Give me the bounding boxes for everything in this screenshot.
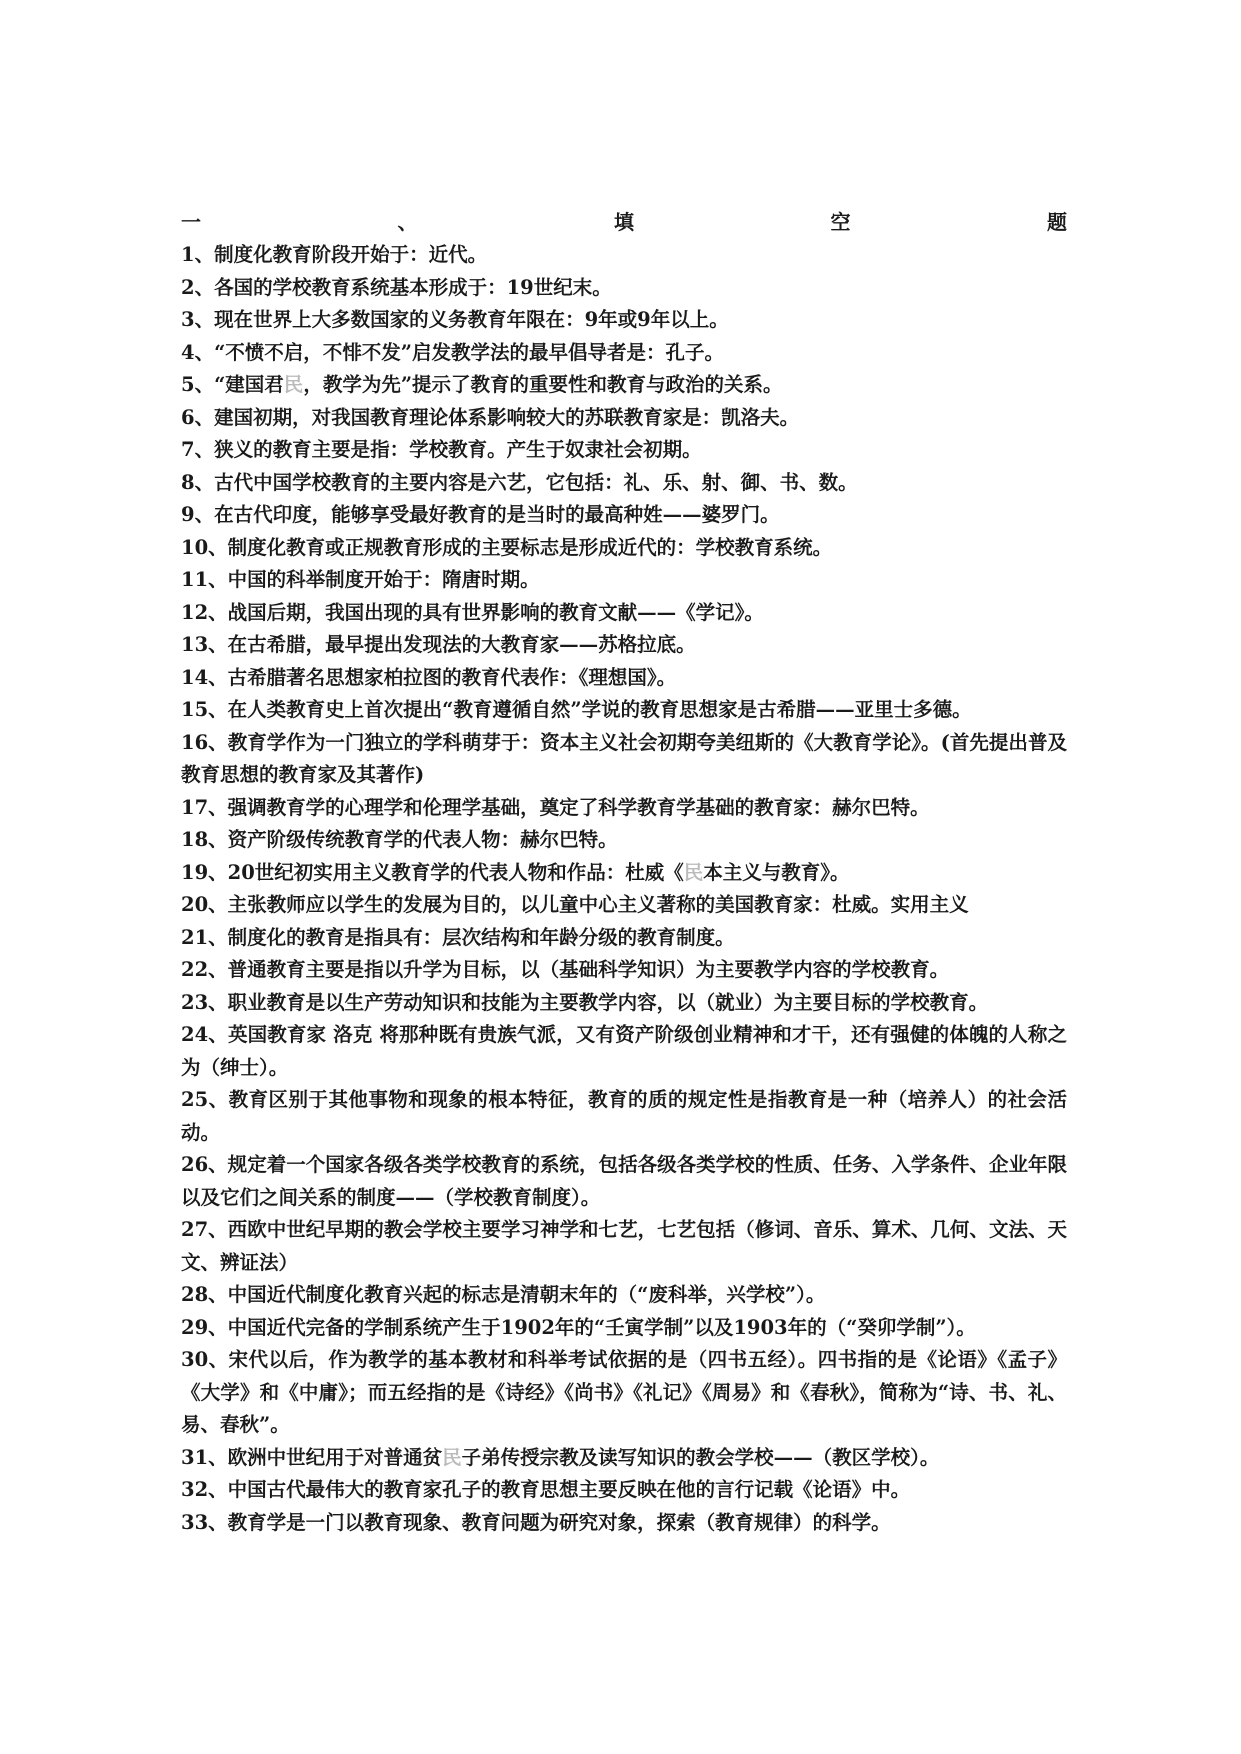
section-title-char: 题 <box>1047 210 1067 234</box>
faded-glyph: 民 <box>683 860 704 884</box>
list-item: 27、西欧中世纪早期的教会学校主要学习神学和七艺，七艺包括（修词、音乐、算术、几何、文法、天文、辨证法） <box>181 1218 1067 1274</box>
list-item: 28、中国近代制度化教育兴起的标志是清朝末年的（“废科举，兴学校”）。 <box>181 1283 826 1306</box>
list-item: 16、教育学作为一门独立的学科萌芽于：资本主义社会初期夸美纽斯的《大教育学论》。(首先提出普及教育思想的教育家及其著作) <box>181 730 1067 786</box>
faded-glyph: 民 <box>283 373 304 396</box>
list-item: 19、20世纪初实用主义教育学的代表人物和作品：杜威《民本主义与教育》。 <box>181 860 850 884</box>
section-title <box>181 206 1067 239</box>
list-item: 17、强调教育学的心理学和伦理学基础，奠定了科学教育学基础的教育家：赫尔巴特。 <box>181 795 930 819</box>
list-item: 9、在古代印度，能够享受最好教育的是当时的最高种姓——婆罗门。 <box>181 503 780 526</box>
list-item: 4、“不愤不启，不悱不发”启发教学法的最早倡导者是：孔子。 <box>181 340 725 364</box>
list-item: 11、中国的科举制度开始于：隋唐时期。 <box>181 568 540 591</box>
list-item: 7、狭义的教育主要是指：学校教育。产生于奴隶社会初期。 <box>181 438 702 461</box>
list-item: 8、古代中国学校教育的主要内容是六艺，它包括：礼、乐、射、御、书、数。 <box>181 470 858 494</box>
list-item: 5、“建国君民，教学为先”提示了教育的重要性和教育与政治的关系。 <box>181 373 783 396</box>
question-list <box>181 239 1067 1539</box>
list-item: 29、中国近代完备的学制系统产生于1902年的“壬寅学制”以及1903年的（“癸卯学制”）。 <box>181 1315 976 1339</box>
list-item: 13、在古希腊，最早提出发现法的大教育家——苏格拉底。 <box>181 633 696 656</box>
document-page <box>181 206 1067 1539</box>
list-item: 15、在人类教育史上首次提出“教育遵循自然”学说的教育思想家是古希腊——亚里士多德。 <box>181 698 972 721</box>
list-item: 14、古希腊著名思想家柏拉图的教育代表作：《理想国》。 <box>181 665 677 689</box>
list-item: 21、制度化的教育是指具有：层次结构和年龄分级的教育制度。 <box>181 925 735 949</box>
list-item: 1、制度化教育阶段开始于：近代。 <box>181 243 488 266</box>
list-item: 31、欧洲中世纪用于对普通贫民子弟传授宗教及读写知识的教会学校——（教区学校）。 <box>181 1445 940 1469</box>
list-item: 20、主张教师应以学生的发展为目的，以儿童中心主义著称的美国教育家：杜威。实用主义 <box>181 893 969 916</box>
list-item: 33、教育学是一门以教育现象、教育问题为研究对象，探索（教育规律）的科学。 <box>181 1510 891 1534</box>
list-item: 12、战国后期，我国出现的具有世界影响的教育文献——《学记》。 <box>181 600 764 624</box>
list-item: 3、现在世界上大多数国家的义务教育年限在：9年或9年以上。 <box>181 308 729 331</box>
section-title-char: 一 <box>181 210 201 234</box>
list-item: 10、制度化教育或正规教育形成的主要标志是形成近代的：学校教育系统。 <box>181 535 833 559</box>
list-item: 23、职业教育是以生产劳动知识和技能为主要教学内容，以（就业）为主要目标的学校教育。 <box>181 990 989 1014</box>
list-item: 24、英国教育家 洛克 将那种既有贵族气派，又有资产阶级创业精神和才干，还有强健的体魄的人称之为（绅士）。 <box>181 1023 1067 1079</box>
list-item: 2、各国的学校教育系统基本形成于：19世纪末。 <box>181 275 612 299</box>
section-title-char: 填 <box>614 210 634 234</box>
list-item: 25、教育区别于其他事物和现象的根本特征，教育的质的规定性是指教育是一种（培养人）的社会活动。 <box>181 1088 1067 1144</box>
list-item: 30、宋代以后，作为教学的基本教材和科举考试依据的是（四书五经）。四书指的是《论语》《孟子》《大学》和《中庸》；而五经指的是《诗经》《尚书》《礼记》《周易》和《春秋》，简称为“诗、书、礼、易、春秋”。 <box>181 1348 1067 1436</box>
section-title-char: 空 <box>830 210 851 234</box>
list-item: 22、普通教育主要是指以升学为目标，以（基础科学知识）为主要教学内容的学校教育。 <box>181 958 950 981</box>
list-item: 18、资产阶级传统教育学的代表人物：赫尔巴特。 <box>181 828 618 851</box>
list-item: 26、规定着一个国家各级各类学校教育的系统，包括各级各类学校的性质、任务、入学条件、企业年限以及它们之间关系的制度——（学校教育制度）。 <box>181 1153 1067 1209</box>
faded-glyph: 民 <box>442 1445 462 1469</box>
list-item: 32、中国古代最伟大的教育家孔子的教育思想主要反映在他的言行记载《论语》中。 <box>181 1478 911 1501</box>
list-item: 6、建国初期，对我国教育理论体系影响较大的苏联教育家是：凯洛夫。 <box>181 405 800 429</box>
section-title-char: 、 <box>397 210 418 234</box>
